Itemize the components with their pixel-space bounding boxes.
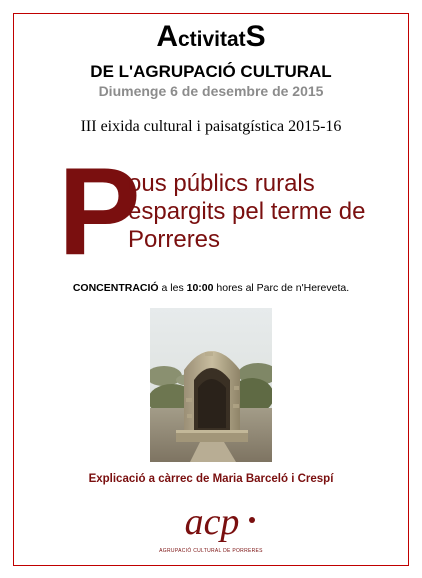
well-photo	[150, 308, 272, 462]
svg-text:acp: acp	[184, 501, 240, 543]
event-date: Diumenge 6 de desembre de 2015	[98, 83, 324, 99]
title-middle: ctivitat	[177, 28, 246, 51]
title-final: S	[245, 20, 266, 53]
headline-line-1: ous públics rurals	[128, 170, 315, 197]
meeting-time: 10:00	[186, 282, 214, 294]
headline-line-2: espargits pel terme de	[128, 198, 366, 225]
event-edition: III eixida cultural i paisatgística 2015-16	[80, 118, 342, 135]
poster-subtitle: DE L'AGRUPACIÓ CULTURAL	[90, 62, 332, 81]
stone-well-image	[150, 308, 272, 462]
meeting-label: CONCENTRACIÓ	[72, 282, 159, 294]
meeting-mid: a les	[158, 282, 187, 294]
meeting-place: hores al Parc de n'Hereveta.	[213, 282, 350, 294]
acp-logo	[160, 500, 264, 548]
credit-line: Explicació a càrrec de Maria Barceló i Crespí	[88, 473, 334, 485]
logo-caption: AGRUPACIÓ CULTURAL DE PORRERES	[159, 548, 263, 554]
headline-line-3: Porreres	[128, 226, 221, 253]
title-initial: A	[156, 20, 178, 53]
meeting-info	[0, 282, 422, 294]
poster-title	[0, 22, 422, 52]
headline-initial-letter: P	[58, 143, 141, 281]
headline	[128, 170, 398, 254]
